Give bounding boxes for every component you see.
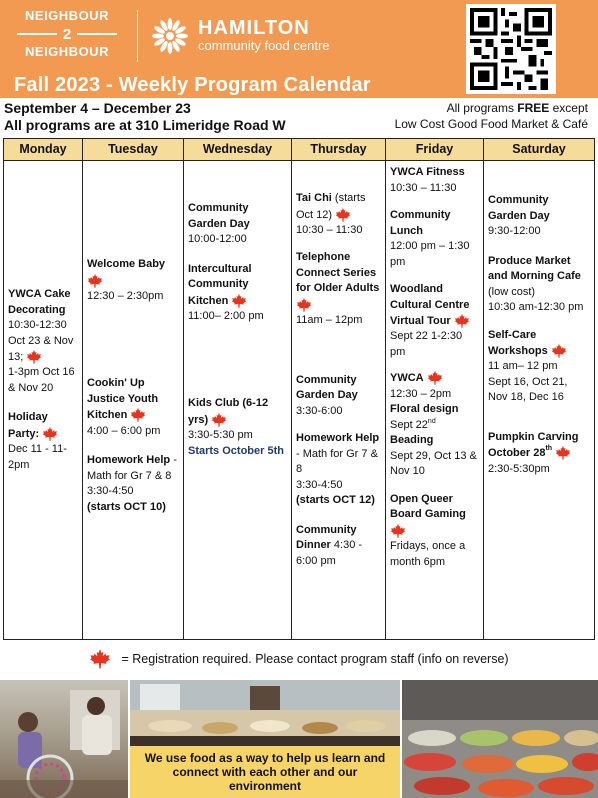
maple-leaf-icon [296,297,312,313]
spacer [488,406,590,430]
event-time: 3:30-4:50 [296,478,343,491]
spacer [188,324,287,396]
event-title: Homework Help [296,432,380,445]
event-time: 10:00-12:00 [188,233,247,245]
free-notice-line1 [395,100,588,116]
spacer [390,480,479,492]
day-header-wednesday: Wednesday [184,139,292,160]
header-banner [0,0,598,98]
event-produce-market [488,254,590,316]
n2n-number: 2 [62,25,72,43]
program-dates-block [4,100,286,134]
event-community-lunch [390,208,479,270]
hcfc-sunburst-icon [150,16,190,56]
n2n-line1: NEIGHBOUR [25,8,109,23]
n2n-bar-right [77,33,117,35]
event-title: Intercultural Community Kitchen [188,262,252,307]
maple-leaf-icon [390,523,406,539]
event-time: 11am – 12pm [296,314,363,327]
column-saturday [484,161,594,639]
qr-code-icon[interactable] [466,4,556,94]
column-tuesday [83,161,184,639]
event-title: Welcome Baby [87,258,166,270]
free-notice-line2: Low Cost Good Food Market & Café [394,117,588,131]
hcfc-sub: community food centre [198,38,330,53]
photo-cycling [0,680,128,798]
event-title: Community Garden Day [488,194,550,222]
event-detail: 10:30-12:30 Oct 23 & Nov 13; [8,319,74,363]
event-self-care-workshops [488,328,590,406]
event-note: Starts October 5th [188,444,284,457]
maple-leaf-icon [454,313,470,329]
event-title: YWCA Cake Decorating [8,288,71,316]
column-friday [386,161,484,639]
spacer [296,165,381,191]
event-detail: - Math for Gr 7 & 8 [296,447,378,476]
event-title: Community Garden Day [188,202,250,230]
event-subtitle: Floral design [390,403,459,416]
event-community-dinner [296,523,381,570]
event-title: Telephone Connect Series for Older Adults [296,251,380,295]
event-date-sup: nd [427,417,436,425]
event-pumpkin-carving [488,430,590,477]
maple-leaf-icon [231,293,247,309]
legend-text: = Registration required. Please contact program staff (info on reverse) [121,652,509,666]
free-prefix: All programs [446,101,518,115]
event-title-sup: th [545,445,553,453]
event-homework-help-thu [296,431,381,509]
event-subtitle: Beading [390,434,434,447]
maple-leaf-icon [555,445,571,461]
event-tai-chi [296,191,381,238]
spacer [488,240,590,254]
event-holiday-party [8,410,78,473]
spacer [488,316,590,328]
free-word: FREE [517,101,550,115]
event-time: 10:30 – 11:30 [296,223,363,236]
event-detail: Dec 11 - 11-2pm [8,443,67,471]
calendar-body [4,161,594,639]
event-time: 11:00– 2:00 pm [188,309,264,322]
event-title: Community Garden Day [296,373,358,402]
event-time: 4:00 – 6:00 pm [87,424,161,437]
event-woodland-tour [390,282,479,360]
event-dates: Sept 16, Oct 21, Nov 18, Dec 16 [488,375,568,404]
free-suffix: except [549,101,588,115]
event-time: 12:30 – 2pm [390,387,452,400]
event-kids-club [188,396,287,459]
event-time: 10:30 – 11:30 [390,181,457,194]
neighbour-2-neighbour-logo [12,8,122,62]
event-date: Sept 22 [390,418,428,431]
registration-legend [0,646,598,672]
event-time: Sept 22 1-2:30 pm [390,330,463,358]
event-title: Community Dinner [296,523,357,552]
event-title: Kids Club (6-12 yrs) [188,397,269,426]
event-note: (low cost) [488,285,536,298]
maple-leaf-icon [130,407,146,423]
photo-strip [0,680,598,798]
event-intercultural-kitchen [188,262,287,325]
spacer [296,238,381,250]
event-title: Self-Care Workshops [488,328,548,357]
event-time: 3:30-6:00 [296,404,343,417]
program-dates: September 4 – December 23 [4,100,191,116]
maple-leaf-icon [26,349,42,365]
maple-leaf-icon [89,648,111,670]
event-queer-board-gaming [390,492,479,570]
n2n-mid [12,24,122,44]
spacer [296,509,381,523]
event-youth-kitchen [87,376,179,439]
spacer [390,270,479,282]
event-title: Community Lunch [390,209,451,237]
day-header-tuesday: Tuesday [83,139,184,160]
n2n-bar-left [17,33,57,35]
n2n-line3: NEIGHBOUR [25,44,109,59]
column-wednesday [184,161,292,639]
spacer [87,165,179,257]
event-welcome-baby [87,257,179,304]
event-time: 12:00 pm – 1:30 pm [390,240,470,268]
day-header-monday: Monday [4,139,83,160]
event-title: Homework Help [87,454,171,467]
photo-food-trays [402,680,598,798]
event-note: (starts Oct 12) [296,192,366,221]
spacer [296,419,381,431]
spacer [390,360,479,370]
event-time: 3:30-5:30 pm [188,429,253,442]
maple-leaf-icon [42,426,58,442]
spacer [296,329,381,373]
event-telephone-connect [296,250,381,328]
day-header-friday: Friday [386,139,484,160]
page-title: Fall 2023 - Weekly Program Calendar [14,74,371,96]
calendar-header-row [4,139,594,161]
spacer [188,165,287,201]
event-detail: - Math for Gr 7 & 8 [87,454,177,482]
hcfc-name: HAMILTON [198,17,310,39]
spacer [87,304,179,376]
maple-leaf-icon [335,207,351,223]
event-title: YWCA [390,372,424,385]
day-header-thursday: Thursday [292,139,386,160]
event-title: YWCA Fitness [390,166,465,178]
event-title: Holiday Party: [8,411,48,440]
event-ywca-cake-decorating [8,287,78,396]
event-time: 2:30-5:30pm [488,462,550,475]
event-community-garden-thu [296,373,381,420]
spacer [188,248,287,262]
free-notice [395,100,588,132]
program-location: All programs are at 310 Limeridge Road W [4,117,286,133]
event-time: 9:30-12:00 [488,225,541,237]
event-homework-help-tue [87,453,179,515]
event-time: Fridays, once a month 6pm [390,540,466,568]
event-ywca-crafts [390,370,479,479]
event-time: 3:30-4:50 [87,485,134,498]
event-title: Produce Market and Morning Cafe [488,254,581,282]
event-title: Woodland Cultural Centre Virtual Tour [390,283,470,327]
footer-caption: We use food as a way to help us learn and connect with each other and our environment [130,746,400,798]
weekly-calendar-table [3,138,595,640]
event-dates: Sept 29, Oct 13 & Nov 10 [390,449,477,478]
spacer [488,165,590,193]
maple-leaf-icon [211,412,227,428]
spacer [87,439,179,453]
spacer [8,396,78,410]
event-title: Tai Chi [296,192,332,204]
spacer [390,196,479,208]
logo-divider [137,10,138,62]
event-community-garden-sat [488,193,590,240]
event-title: Pumpkin Carving October 28 [488,430,579,460]
event-ywca-fitness [390,165,479,196]
maple-leaf-icon [551,343,567,359]
event-note: (starts OCT 12) [296,494,375,507]
event-title: Open Queer Board Gaming [390,492,466,521]
subheader [0,98,598,136]
spacer [8,165,78,287]
column-thursday [292,161,386,639]
maple-leaf-icon [87,273,103,289]
column-monday [4,161,83,639]
maple-leaf-icon [427,370,443,386]
event-time: 4:30 - 6:00 pm [296,539,363,567]
event-time: 12:30 – 2:30pm [87,289,164,302]
event-time: 10:30 am-12:30 pm [488,301,584,313]
event-detail: 1-3pm Oct 16 & Nov 20 [8,366,75,394]
event-note: (starts OCT 10) [87,500,166,513]
day-header-saturday: Saturday [512,142,566,156]
event-community-garden-wed [188,201,287,248]
event-title: Cookin' Up Justice Youth Kitchen [87,377,159,422]
hcfc-logo-text [198,18,330,53]
event-time: 11 am– 12 pm [488,360,558,373]
